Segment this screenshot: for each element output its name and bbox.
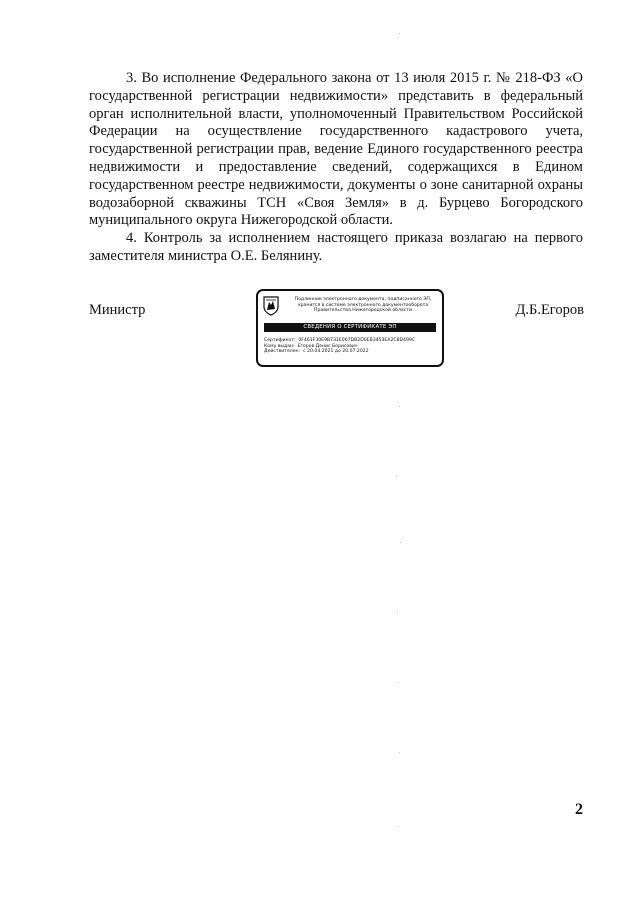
issued-to-key: Кому выдан: bbox=[264, 343, 295, 349]
validity-key: Действителен: bbox=[264, 349, 301, 355]
scan-speck bbox=[396, 476, 397, 477]
scan-speck bbox=[399, 33, 400, 34]
issued-to-value: Егоров Денис Борисович bbox=[297, 343, 358, 349]
document-body bbox=[89, 70, 583, 266]
scan-speck bbox=[399, 406, 400, 407]
validity-value: с 20.04.2021 до 20.07.2022 bbox=[303, 349, 369, 355]
paragraph-3: 3. Во исполнение Федерального закона от 13 июля 2015 г. № 218-ФЗ «О государственной регистрации недвижимости» представить в федеральный орган исполнительной власти, уполномоченный Правительством Российской Федерации на осуществление государственного кадастрового учета, государственной регистрации прав, ведение Единого государственного реестра недвижимости и предоставление сведений, содержащихся в Едином государственном реестре недвижимости, документы о зоне санитарной охраны водозаборной скважины ТСН «Своя Земля» в д. Бурцево Богородского муниципального округа Нижегородской области. bbox=[89, 70, 583, 229]
certificate-details bbox=[264, 338, 440, 355]
scan-speck bbox=[399, 752, 400, 753]
signer-name: Д.Б.Егоров bbox=[515, 302, 584, 318]
scan-speck bbox=[397, 611, 398, 612]
validity-row bbox=[264, 349, 440, 355]
certificate-info-bar: СВЕДЕНИЯ О СЕРТИФИКАТЕ ЭП bbox=[264, 323, 436, 332]
coat-of-arms-icon bbox=[263, 296, 279, 316]
scan-speck bbox=[398, 682, 399, 683]
scan-speck bbox=[400, 542, 401, 543]
certificate-key: Сертификат: bbox=[264, 338, 296, 343]
scan-speck bbox=[398, 826, 399, 827]
paragraph-4: 4. Контроль за исполнением настоящего приказа возлагаю на первого заместителя министра О.Е. Белянину. bbox=[89, 230, 583, 264]
signer-title: Министр bbox=[89, 302, 146, 318]
electronic-signature-stamp bbox=[256, 289, 444, 367]
stamp-header-text: Подлинник электронного документа, подписанного ЭП, хранится в системе электронного документооборота Правительства Нижегородской области bbox=[294, 297, 432, 314]
page-number: 2 bbox=[575, 801, 583, 818]
certificate-value: 0F461F30E9B731E067DB2D0EB3453EA2C8D499C bbox=[298, 338, 416, 343]
